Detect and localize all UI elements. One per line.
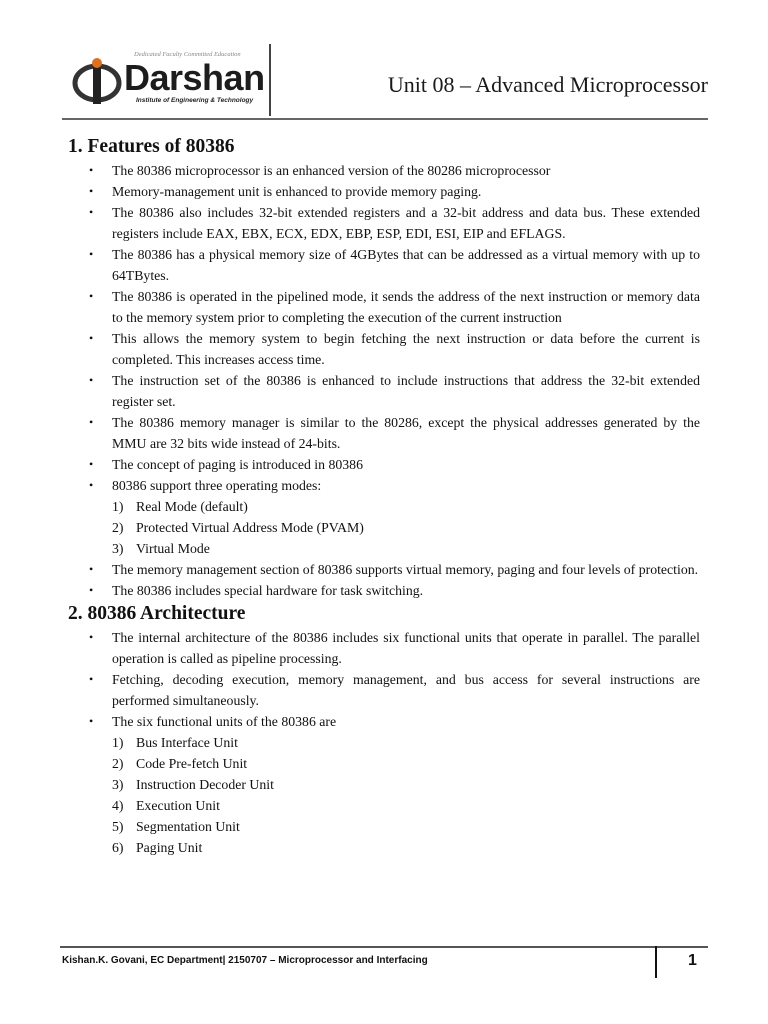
operating-modes-list	[68, 496, 700, 559]
bullet-icon: •	[89, 562, 94, 576]
page-number: 1	[688, 952, 697, 969]
section-heading-architecture: 2. 80386 Architecture	[68, 603, 246, 624]
section-heading-features: 1. Features of 80386	[68, 136, 235, 157]
list-item: • The 80386 is operated in the pipelined mode, it sends the address of the next instruction or memory data to the memory system prior to completing the execution of the current instruction	[68, 286, 700, 328]
architecture-list	[68, 627, 700, 732]
list-item: 3) Virtual Mode	[112, 541, 210, 556]
list-item: • The 80386 memory manager is similar to the 80286, except the physical addresses generated by the MMU are 32 bits wide instead of 24-bits.	[68, 412, 700, 454]
bullet-icon: •	[89, 184, 94, 198]
list-item: • The 80386 also includes 32-bit extended registers and a 32-bit address and data bus. These extended registers include EAX, EBX, ECX, EDX, EBP, ESP, EDI, ESI, EIP and EFLAGS.	[68, 202, 700, 244]
list-item: 6) Paging Unit	[112, 840, 203, 855]
bullet-icon: •	[89, 478, 94, 492]
page-content	[68, 134, 700, 858]
list-item: • The memory management section of 80386 supports virtual memory, paging and four levels of protection.	[68, 559, 700, 580]
features-list-continued	[68, 559, 700, 601]
list-item: 1) Real Mode (default)	[112, 499, 248, 514]
bullet-icon: •	[89, 672, 94, 686]
bullet-icon: •	[89, 630, 94, 644]
logo-emblem-icon	[70, 56, 124, 106]
list-item: 1) Bus Interface Unit	[112, 735, 238, 750]
list-item: • 80386 support three operating modes:	[68, 475, 700, 496]
bullet-icon: •	[89, 457, 94, 471]
list-item: • The internal architecture of the 80386 includes six functional units that operate in parallel. The parallel operation is called as pipeline processing.	[68, 627, 700, 669]
list-item: 2) Protected Virtual Address Mode (PVAM)	[112, 520, 364, 535]
list-item: • The six functional units of the 80386 are	[68, 711, 700, 732]
bullet-icon: •	[89, 583, 94, 597]
logo-subtitle: Institute of Engineering & Technology	[136, 97, 254, 104]
bullet-icon: •	[89, 373, 94, 387]
list-item: 4) Execution Unit	[112, 798, 220, 813]
list-item: • The 80386 microprocessor is an enhanced version of the 80286 microprocessor	[68, 160, 700, 181]
bullet-icon: •	[89, 714, 94, 728]
list-item: 2) Code Pre-fetch Unit	[112, 756, 248, 771]
bullet-icon: •	[89, 415, 94, 429]
footer-divider	[655, 946, 657, 978]
footer-text: Kishan.K. Govani, EC Department| 2150707 – Microprocessor and Interfacing	[62, 955, 428, 966]
list-item: • Fetching, decoding execution, memory management, and bus access for several instructions are performed simultaneously.	[68, 669, 700, 711]
footer-rule	[60, 946, 708, 948]
list-item: • The instruction set of the 80386 is enhanced to include instructions that address the 32-bit extended register set.	[68, 370, 700, 412]
logo-tagline: Dedicated Faculty Committed Education	[134, 51, 241, 58]
list-item: 3) Instruction Decoder Unit	[112, 777, 274, 792]
functional-units-list	[68, 732, 700, 858]
bullet-icon: •	[89, 205, 94, 219]
list-item: • This allows the memory system to begin fetching the next instruction or data before the current is completed. This increases access time.	[68, 328, 700, 370]
list-item: • Memory-management unit is enhanced to provide memory paging.	[68, 181, 700, 202]
list-item: • The 80386 includes special hardware for task switching.	[68, 580, 700, 601]
header-divider	[269, 44, 271, 116]
header-rule	[62, 118, 708, 120]
logo-wordmark: Darshan	[124, 57, 265, 98]
features-list	[68, 160, 700, 496]
unit-title: Unit 08 – Advanced Microprocessor	[387, 72, 708, 97]
page-header	[62, 42, 708, 130]
list-item: • The 80386 has a physical memory size of 4GBytes that can be addressed as a virtual memory with up to 64TBytes.	[68, 244, 700, 286]
bullet-icon: •	[89, 163, 94, 177]
bullet-icon: •	[89, 331, 94, 345]
list-item: • The concept of paging is introduced in 80386	[68, 454, 700, 475]
list-item: 5) Segmentation Unit	[112, 819, 240, 834]
darshan-logo	[66, 48, 266, 108]
bullet-icon: •	[89, 289, 94, 303]
bullet-icon: •	[89, 247, 94, 261]
